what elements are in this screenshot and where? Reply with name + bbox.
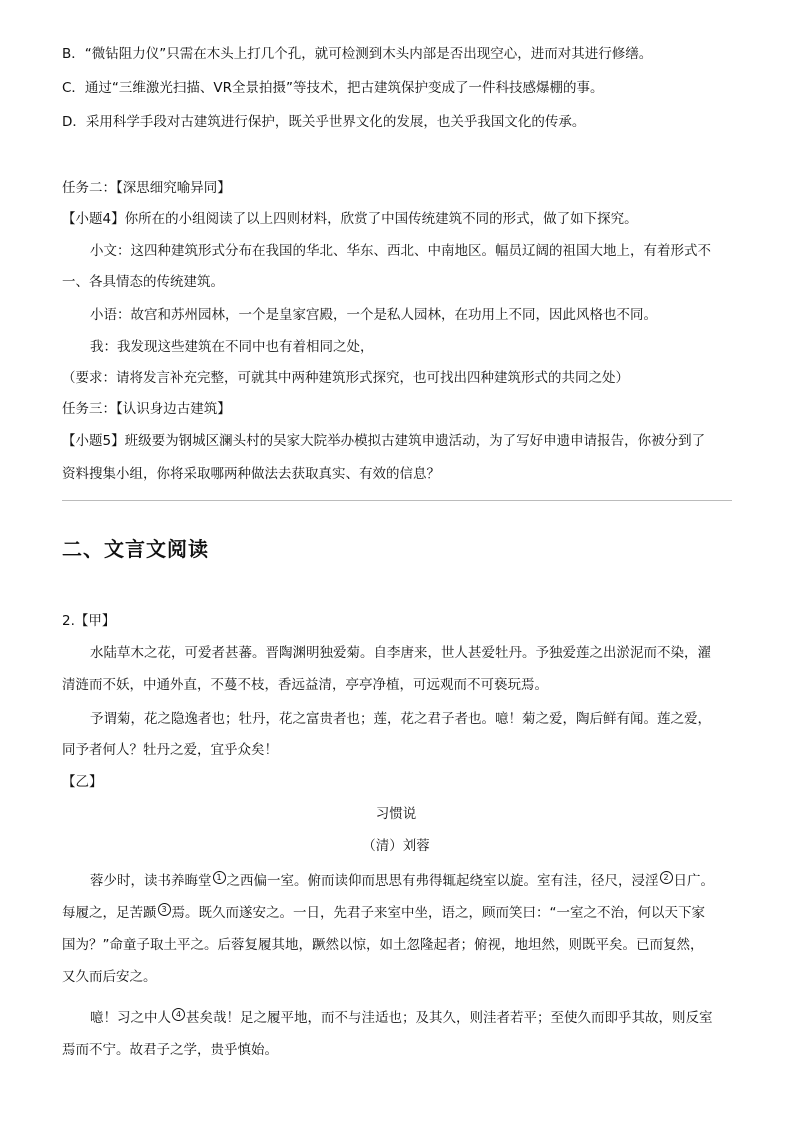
option-b: B．“微钻阻力仪”只需在木头上打几个孔，就可检测到木头内部是否出现空心，进而对其进行修缮。 — [62, 46, 653, 62]
jia-para2-line1: 予谓菊，花之隐逸者也；牡丹，花之富贵者也；莲，花之君子者也。噫！菊之爱，陶后鲜有闻。莲之爱， — [90, 711, 711, 727]
footnote-marker: 2 — [660, 871, 673, 884]
xiaoyu-line: 小语：故宫和苏州园林，一个是皇家宫殿，一个是私人园林，在功用上不同，因此风格也不同。 — [90, 307, 657, 323]
requirement-line: （要求：请将发言补充完整，可就其中两种建筑形式探究，也可找出四种建筑形式的共同之处） — [62, 370, 629, 386]
yi-author: （清）刘蓉 — [362, 838, 430, 854]
task2-title: 任务二：【深思细究喻异同】 — [62, 180, 231, 196]
yi-para2-line1 — [90, 1008, 713, 1027]
question-4: 【小题4】你所在的小组阅读了以上四则材料，欣赏了中国传统建筑不同的形式，做了如下探究。 — [62, 211, 638, 227]
option-d: D．采用科学手段对古建筑进行保护，既关乎世界文化的发展，也关乎我国文化的传承。 — [62, 114, 586, 130]
footnote-marker: 4 — [172, 1008, 185, 1021]
xiaowen-line-2: 一、各具情态的传统建筑。 — [62, 274, 224, 290]
question-5-line-1: 【小题5】班级要为钢城区澜头村的吴家大院举办模拟古建筑申遗活动，为了写好申遗申请报告，你被分到了 — [62, 433, 706, 449]
option-c: C．通过“三维激光扫描、VR全景拍摄”等技术，把古建筑保护变成了一件科技感爆棚的事。 — [62, 80, 604, 96]
task3-title: 任务三：【认识身边古建筑】 — [62, 401, 231, 417]
yi-title: 习惯说 — [375, 806, 417, 822]
yi-para1-line1 — [90, 871, 714, 890]
footnote-marker: 3 — [158, 903, 171, 916]
yi-para2-line2: 焉而不宁。故君子之学，贵乎慎始。 — [62, 1042, 278, 1058]
text-seg: 之西偏一室。俯而读仰而思思有弗得辄起绕室以旋。室有洼，径尺，浸淫 — [226, 873, 659, 889]
text-seg: 日广。 — [673, 873, 714, 889]
footnote-marker: 1 — [213, 871, 226, 884]
text-seg: 每履之，足苦踬 — [62, 905, 157, 921]
yi-para1-line4: 又久而后安之。 — [62, 969, 157, 985]
yi-label: 【乙】 — [62, 774, 103, 790]
question-5-line-2: 资料搜集小组，你将采取哪两种做法去获取真实、有效的信息？ — [62, 466, 440, 482]
yi-para1-line3: 国为？”命童子取土平之。后蓉复履其地，蹶然以惊，如土忽隆起者；俯视，地坦然，则既平矣。已而复然， — [62, 937, 704, 953]
wo-line: 我：我发现这些建筑在不同中也有着相同之处， — [90, 339, 374, 355]
text-seg: 蓉少时，读书养晦堂 — [90, 873, 212, 889]
text-seg: 甚矣哉！足之履平地，而不与洼适也；及其久，则洼者若平；至使久而即乎其故，则反室 — [186, 1010, 713, 1026]
jia-para1-line1: 水陆草木之花，可爱者甚蕃。晋陶渊明独爱菊。自李唐来，世人甚爱牡丹。予独爱莲之出淤泥而不染，濯 — [90, 645, 711, 661]
jia-para2-line2: 同予者何人？牡丹之爱，宜乎众矣！ — [62, 742, 278, 758]
section-divider — [62, 500, 732, 501]
yi-para1-line2 — [62, 903, 705, 922]
jia-para1-line2: 清涟而不妖，中通外直，不蔓不枝，香远益清，亭亭净植，可远观而不可亵玩焉。 — [62, 677, 548, 693]
text-seg: 焉。既久而遂安之。一日，先君子来室中坐，语之，顾而笑曰：“一室之不治，何以天下家 — [171, 905, 705, 921]
xiaowen-line-1: 小文：这四种建筑形式分布在我国的华北、华东、西北、中南地区。幅员辽阔的祖国大地上，有着形式不 — [90, 243, 711, 259]
text-seg: 噫！习之中人 — [90, 1010, 171, 1026]
question-2-label: 2.【甲】 — [62, 613, 116, 629]
section-heading: 二、文言文阅读 — [62, 537, 209, 561]
